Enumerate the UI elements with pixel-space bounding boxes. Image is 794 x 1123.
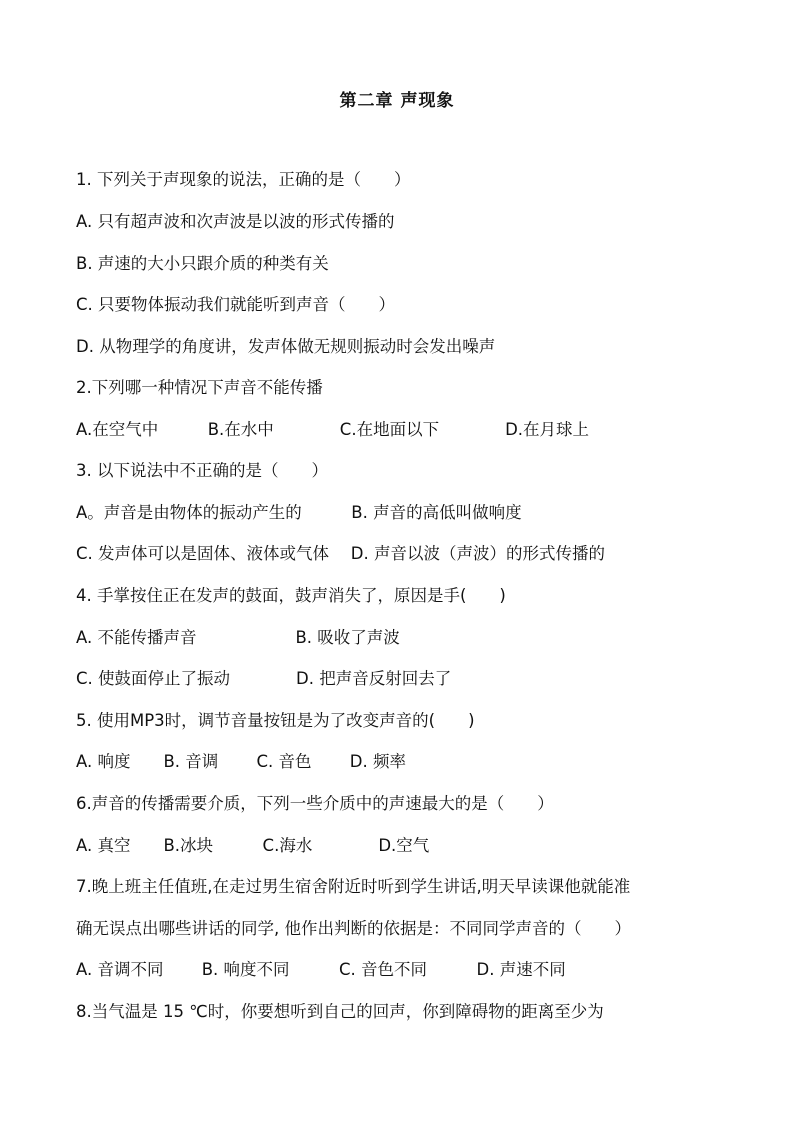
question-3-stem: 3. 以下说法中不正确的是（ ） [76, 461, 328, 480]
question-2-options: A.在空气中 B.在水中 C.在地面以下 D.在月球上 [76, 420, 590, 439]
question-8-stem: 8.当气温是 15 ℃时，你要想听到自己的回声，你到障碍物的距离至少为 [76, 1002, 604, 1021]
question-1-option-a: A. 只有超声波和次声波是以波的形式传播的 [76, 212, 395, 231]
question-5-options: A. 响度 B. 音调 C. 音色 D. 频率 [76, 752, 406, 771]
question-3-options-cd: C. 发声体可以是固体、液体或气体 D. 声音以波（声波）的形式传播的 [76, 544, 605, 563]
question-7-stem-line-2: 确无误点出哪些讲话的同学, 他作出判断的依据是：不同同学声音的（ ） [76, 919, 631, 938]
question-4-stem: 4. 手掌按住正在发声的鼓面，鼓声消失了，原因是手( ) [76, 586, 506, 605]
question-1-option-b: B. 声速的大小只跟介质的种类有关 [76, 254, 329, 273]
question-1-option-c: C. 只要物体振动我们就能听到声音（ ） [76, 295, 396, 314]
question-4-options-ab: A. 不能传播声音 B. 吸收了声波 [76, 628, 400, 647]
question-4-options-cd: C. 使鼓面停止了振动 D. 把声音反射回去了 [76, 669, 452, 688]
question-6-options: A. 真空 B.冰块 C.海水 D.空气 [76, 836, 430, 855]
question-5-stem: 5. 使用MP3时，调节音量按钮是为了改变声音的( ) [76, 711, 475, 730]
page-title: 第二章 声现象 [339, 91, 455, 111]
question-7-options: A. 音调不同 B. 响度不同 C. 音色不同 D. 声速不同 [76, 960, 566, 979]
question-6-stem: 6.声音的传播需要介质，下列一些介质中的声速最大的是（ ） [76, 794, 554, 813]
question-2-stem: 2.下列哪一种情况下声音不能传播 [76, 378, 323, 397]
question-7-stem-line-1: 7.晚上班主任值班,在走过男生宿舍附近时听到学生讲话,明天早读课他就能准 [76, 877, 631, 896]
question-1-option-d: D. 从物理学的角度讲，发声体做无规则振动时会发出噪声 [76, 337, 496, 356]
question-3-options-ab: A。声音是由物体的振动产生的 B. 声音的高低叫做响度 [76, 503, 522, 522]
question-1-stem: 1. 下列关于声现象的说法，正确的是（ ） [76, 170, 411, 189]
